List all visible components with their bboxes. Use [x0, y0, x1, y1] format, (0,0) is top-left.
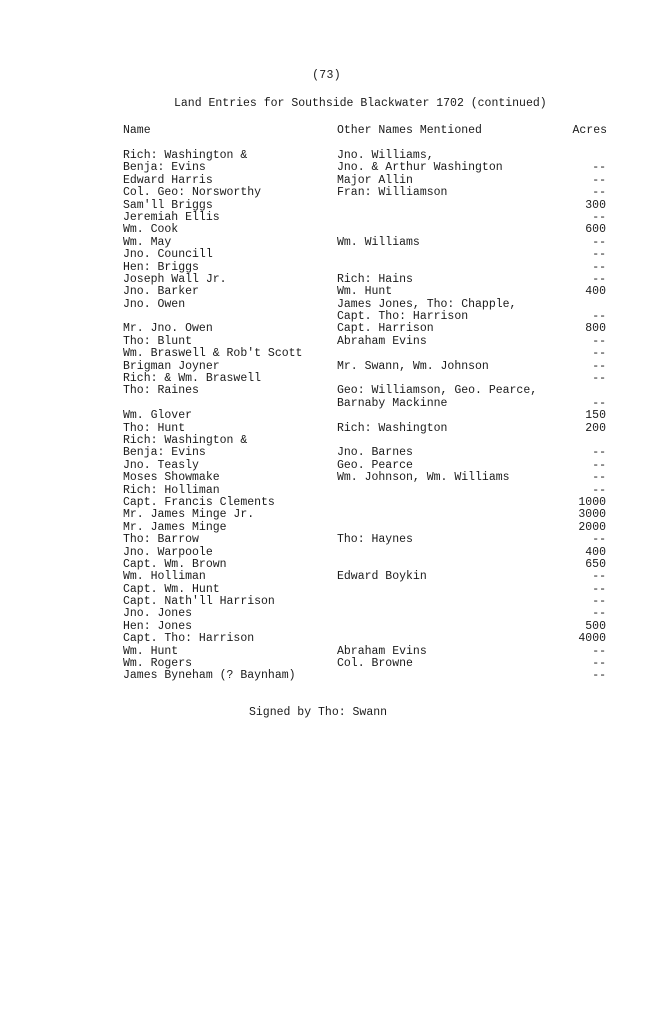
entry-acres: -- [592, 272, 606, 286]
entry-acres: 2000 [578, 520, 606, 534]
entry-other-names: Barnaby Mackinne [337, 396, 448, 410]
page-title: Land Entries for Southside Blackwater 1702 (continued) [174, 97, 547, 110]
table-row [0, 311, 653, 323]
entry-acres: -- [592, 657, 606, 671]
entry-acres: -- [592, 582, 606, 596]
table-row [0, 670, 653, 682]
table-row [0, 212, 653, 224]
table-row [0, 571, 653, 583]
table-row [0, 385, 653, 397]
entry-other-names: Wm. Williams [337, 235, 420, 249]
entry-name: Capt. Wm. Hunt [123, 582, 220, 596]
table-row [0, 522, 653, 534]
entry-acres: 400 [585, 545, 606, 559]
entry-other-names: Major Allin [337, 173, 413, 187]
entry-name: Tho: Hunt [123, 421, 186, 435]
entry-name: Edward Harris [123, 173, 213, 187]
entry-name: Hen: Briggs [123, 260, 199, 274]
entry-name: Brigman Joyner [123, 359, 220, 373]
entry-name: Capt. Tho: Harrison [123, 632, 255, 646]
entry-name: James Byneham (? Baynham) [123, 669, 296, 683]
table-row [0, 361, 653, 373]
header-acres: Acres [572, 124, 607, 137]
entry-acres: -- [592, 396, 606, 410]
header-name: Name [123, 124, 151, 137]
entry-other-names: Fran: Williamson [337, 186, 448, 200]
entry-name: Jno. Barker [123, 285, 199, 299]
entry-acres: -- [592, 595, 606, 609]
entry-acres: 3000 [578, 508, 606, 522]
entry-other-names: Abraham Evins [337, 334, 427, 348]
table-row [0, 646, 653, 658]
table-row [0, 348, 653, 360]
entry-name: Wm. Rogers [123, 657, 193, 671]
table-row [0, 472, 653, 484]
entry-acres: -- [592, 458, 606, 472]
entry-acres: -- [592, 260, 606, 274]
entry-other-names: Col. Browne [337, 657, 413, 671]
table-row [0, 410, 653, 422]
table-row [0, 584, 653, 596]
entry-name: Wm. Cook [123, 223, 179, 237]
entry-name: Jeremiah Ellis [123, 210, 220, 224]
entry-acres: -- [592, 186, 606, 200]
entry-acres: -- [592, 248, 606, 262]
table-row [0, 633, 653, 645]
entry-other-names: Jno. Williams, [337, 149, 434, 162]
entry-name: Tho: Blunt [123, 334, 193, 348]
entry-name: Hen: Jones [123, 619, 193, 633]
entry-acres: 1000 [578, 495, 606, 509]
entry-acres: -- [592, 483, 606, 497]
entry-name: Wm. Glover [123, 409, 193, 423]
table-row [0, 187, 653, 199]
entry-acres: -- [592, 446, 606, 460]
table-header [0, 124, 653, 138]
entry-name: Capt. Francis Clements [123, 495, 275, 509]
entry-name: Capt. Wm. Brown [123, 557, 227, 571]
entry-acres: 150 [585, 409, 606, 423]
entry-name: Jno. Councill [123, 248, 213, 262]
entry-acres: -- [592, 471, 606, 485]
table-row [0, 547, 653, 559]
entry-acres: 800 [585, 322, 606, 336]
table-row [0, 423, 653, 435]
entry-acres: -- [592, 235, 606, 249]
entry-other-names: Jno. & Arthur Washington [337, 161, 503, 175]
entry-other-names: Rich: Hains [337, 272, 413, 286]
entry-name: Jno. Warpoole [123, 545, 213, 559]
entry-other-names: Capt. Harrison [337, 322, 434, 336]
table-row [0, 460, 653, 472]
entry-name: Joseph Wall Jr. [123, 272, 227, 286]
entry-other-names: Tho: Haynes [337, 533, 413, 547]
entry-name: Jno. Owen [123, 297, 186, 311]
land-entries-table [0, 150, 653, 683]
entry-acres: -- [592, 607, 606, 621]
table-row [0, 286, 653, 298]
entry-other-names: Abraham Evins [337, 644, 427, 658]
table-row [0, 237, 653, 249]
entry-name: Rich: Washington & [123, 433, 248, 447]
table-row [0, 224, 653, 236]
entry-other-names: Wm. Johnson, Wm. Williams [337, 471, 510, 485]
entry-name: Col. Geo: Norsworthy [123, 186, 262, 200]
entry-name: Wm. Braswell & Rob't Scott [123, 347, 303, 361]
table-row [0, 262, 653, 274]
entry-acres: 200 [585, 421, 606, 435]
entry-name: Wm. May [123, 235, 172, 249]
table-row [0, 398, 653, 410]
table-row [0, 299, 653, 311]
entry-other-names: Rich: Washington [337, 421, 448, 435]
entry-acres: -- [592, 334, 606, 348]
entry-name: Capt. Nath'll Harrison [123, 595, 275, 609]
table-row [0, 596, 653, 608]
table-row [0, 150, 653, 162]
table-row [0, 274, 653, 286]
entry-acres: -- [592, 173, 606, 187]
entry-name: Rich: Washington & [123, 149, 248, 162]
entry-name: Benja: Evins [123, 161, 206, 175]
table-row [0, 658, 653, 670]
table-row [0, 373, 653, 385]
table-row [0, 249, 653, 261]
entry-acres: -- [592, 533, 606, 547]
table-row [0, 559, 653, 571]
table-row [0, 497, 653, 509]
header-other-names: Other Names Mentioned [337, 124, 482, 137]
entry-acres: 500 [585, 619, 606, 633]
entry-acres: 650 [585, 557, 606, 571]
table-row [0, 608, 653, 620]
entry-acres: 400 [585, 285, 606, 299]
entry-other-names: James Jones, Tho: Chapple, [337, 297, 517, 311]
entry-name: Moses Showmake [123, 471, 220, 485]
entry-acres: -- [592, 570, 606, 584]
entry-name: Jno. Jones [123, 607, 193, 621]
table-row [0, 447, 653, 459]
table-row [0, 336, 653, 348]
entry-other-names: Wm. Hunt [337, 285, 393, 299]
entry-acres: -- [592, 644, 606, 658]
table-row [0, 534, 653, 546]
table-row [0, 175, 653, 187]
table-row [0, 323, 653, 335]
table-row [0, 621, 653, 633]
entry-acres: -- [592, 669, 606, 683]
entry-name: Wm. Holliman [123, 570, 206, 584]
entry-other-names: Mr. Swann, Wm. Johnson [337, 359, 489, 373]
entry-name: Tho: Raines [123, 384, 199, 398]
entry-name: Sam'll Briggs [123, 198, 213, 212]
entry-name: Mr. James Minge Jr. [123, 508, 255, 522]
entry-name: Mr. James Minge [123, 520, 227, 534]
entry-acres: -- [592, 310, 606, 324]
table-row [0, 435, 653, 447]
entry-name: Wm. Hunt [123, 644, 179, 658]
entry-name: Rich: Holliman [123, 483, 220, 497]
entry-other-names: Geo: Williamson, Geo. Pearce, [337, 384, 538, 398]
table-row [0, 200, 653, 212]
entry-other-names: Geo. Pearce [337, 458, 413, 472]
entry-name: Mr. Jno. Owen [123, 322, 213, 336]
entry-name: Benja: Evins [123, 446, 206, 460]
entry-acres: 4000 [578, 632, 606, 646]
entry-other-names: Edward Boykin [337, 570, 427, 584]
signature-line: Signed by Tho: Swann [249, 706, 388, 719]
entry-acres: -- [592, 347, 606, 361]
entry-other-names: Capt. Tho: Harrison [337, 310, 469, 324]
entry-acres: -- [592, 210, 606, 224]
entry-name: Tho: Barrow [123, 533, 199, 547]
entry-acres: 600 [585, 223, 606, 237]
table-row [0, 509, 653, 521]
entry-name: Rich: & Wm. Braswell [123, 372, 262, 386]
entry-acres: -- [592, 161, 606, 175]
entry-acres: -- [592, 372, 606, 386]
entry-name: Jno. Teasly [123, 458, 199, 472]
entry-acres: 300 [585, 198, 606, 212]
entry-acres: -- [592, 359, 606, 373]
table-row [0, 162, 653, 174]
entry-other-names: Jno. Barnes [337, 446, 413, 460]
table-row [0, 485, 653, 497]
page-number: (73) [312, 69, 341, 82]
